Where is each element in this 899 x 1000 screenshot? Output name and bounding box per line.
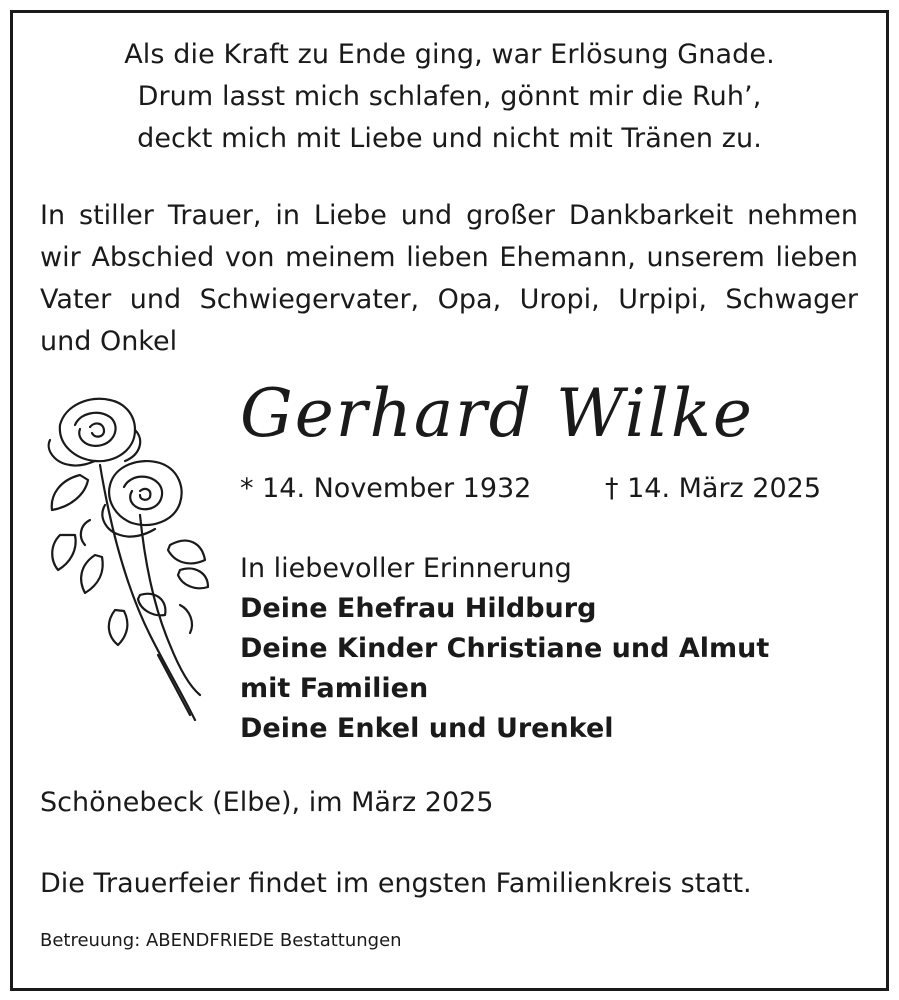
- roses-icon: [40, 395, 210, 730]
- poem-line: Drum lasst mich schlafen, gönnt mir die Ruh’,: [137, 81, 762, 112]
- family-line: Deine Enkel und Urenkel: [240, 713, 614, 744]
- death-date: † 14. März 2025: [605, 473, 822, 504]
- deceased-name: Gerhard Wilke: [240, 375, 754, 452]
- intro-line: Vater und Schwiegervater, Opa, Uropi, Urpipi, Schwager: [40, 284, 858, 315]
- family-list: [240, 589, 769, 749]
- family-line: Deine Kinder Christiane und Almut: [240, 633, 770, 664]
- undertaker-credit: Betreuung: ABENDFRIEDE Bestattungen: [40, 930, 402, 951]
- ceremony-note: Die Trauerfeier findet im engsten Familienkreis statt.: [40, 868, 752, 899]
- intro-line: In stiller Trauer, in Liebe und großer Dankbarkeit nehmen: [40, 200, 858, 231]
- family-line: Deine Ehefrau Hildburg: [240, 593, 597, 624]
- intro-line: und Onkel: [40, 326, 178, 357]
- place-date: Schönebeck (Elbe), im März 2025: [40, 787, 494, 818]
- intro-line: wir Abschied von meinem lieben Ehemann, unserem lieben: [40, 242, 858, 273]
- poem-line: Als die Kraft zu Ende ging, war Erlösung Gnade.: [124, 39, 775, 70]
- remembrance-heading: In liebevoller Erinnerung: [240, 553, 572, 584]
- poem-line: deckt mich mit Liebe und nicht mit Tränen zu.: [137, 123, 762, 154]
- poem: [0, 34, 899, 160]
- intro-text: [40, 195, 858, 363]
- remembrance: [240, 549, 769, 749]
- birth-date: * 14. November 1932: [240, 473, 532, 504]
- family-line: mit Familien: [240, 673, 429, 704]
